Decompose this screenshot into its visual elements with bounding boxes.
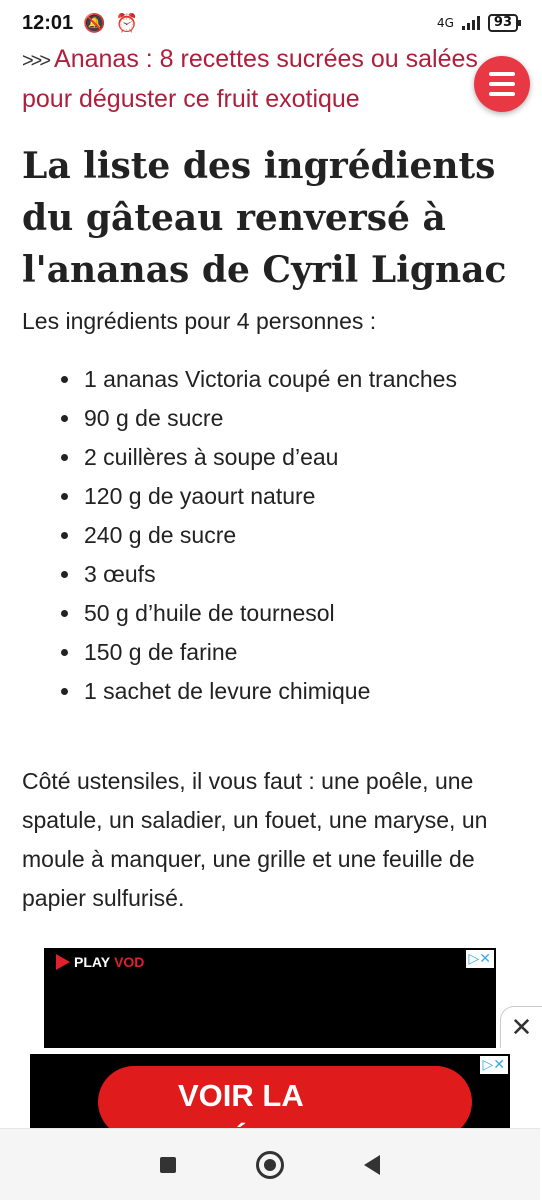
- list-item: • 90 g de sucre: [82, 399, 522, 438]
- related-article-link[interactable]: [22, 40, 512, 118]
- playvod-logo: [56, 954, 144, 970]
- playvod-logo-vod: VOD: [114, 954, 145, 970]
- ingredients-list: [52, 360, 522, 711]
- menu-button[interactable]: [474, 56, 530, 112]
- list-item: • 1 ananas Victoria coupé en tranches: [82, 360, 522, 399]
- hamburger-line: [489, 82, 515, 86]
- playvod-logo-play: PLAY: [74, 954, 111, 970]
- network-label: 4G: [436, 16, 454, 30]
- alarm-icon: ⏰: [115, 12, 138, 34]
- list-item: • 120 g de yaourt nature: [82, 477, 522, 516]
- back-icon[interactable]: [364, 1155, 380, 1175]
- banner-ad[interactable]: [30, 1054, 510, 1128]
- list-item: • 1 sachet de levure chimique: [82, 672, 522, 711]
- status-left: [22, 12, 138, 35]
- list-item: • 50 g d’huile de tournesol: [82, 594, 522, 633]
- video-ad[interactable]: [44, 948, 496, 1048]
- recent-apps-icon[interactable]: [160, 1157, 176, 1173]
- section-heading: La liste des ingrédients du gâteau renversé à l'ananas de Cyril Lignac: [22, 145, 507, 291]
- battery-icon: 93: [488, 14, 518, 32]
- list-item: • 3 œufs: [82, 555, 522, 594]
- utensils-paragraph: Côté ustensiles, il vous faut : une poêle, une spatule, un saladier, un fouet, une maryse, un moule à manquer, une grille et une feuille de papier sulfurisé.: [22, 768, 488, 911]
- related-article-text: Ananas : 8 recettes sucrées ou salées pour déguster ce fruit exotique: [22, 45, 478, 113]
- notification-muted-icon: 🔕: [83, 12, 106, 34]
- status-time: 12:01: [22, 11, 74, 34]
- close-ad-button[interactable]: ✕: [500, 1006, 542, 1048]
- ingredients-intro: Les ingrédients pour 4 personnes :: [22, 308, 377, 334]
- list-item: • 240 g de sucre: [82, 516, 522, 555]
- play-icon: [56, 954, 70, 970]
- ad-choices-icon[interactable]: ▷✕: [466, 950, 495, 968]
- hamburger-line: [489, 92, 515, 96]
- ad-choices-icon[interactable]: ▷✕: [480, 1056, 509, 1074]
- status-right: [437, 14, 518, 32]
- chevron-right-icon: >>>: [22, 50, 49, 72]
- list-item: • 2 cuillères à soupe d’eau: [82, 438, 522, 477]
- system-nav-bar: [0, 1128, 540, 1200]
- signal-icon: [462, 16, 480, 30]
- hamburger-line: [489, 72, 515, 76]
- cta-line-1: VOIR LA: [178, 1078, 304, 1113]
- home-icon[interactable]: [256, 1151, 284, 1179]
- list-item: • 150 g de farine: [82, 633, 522, 672]
